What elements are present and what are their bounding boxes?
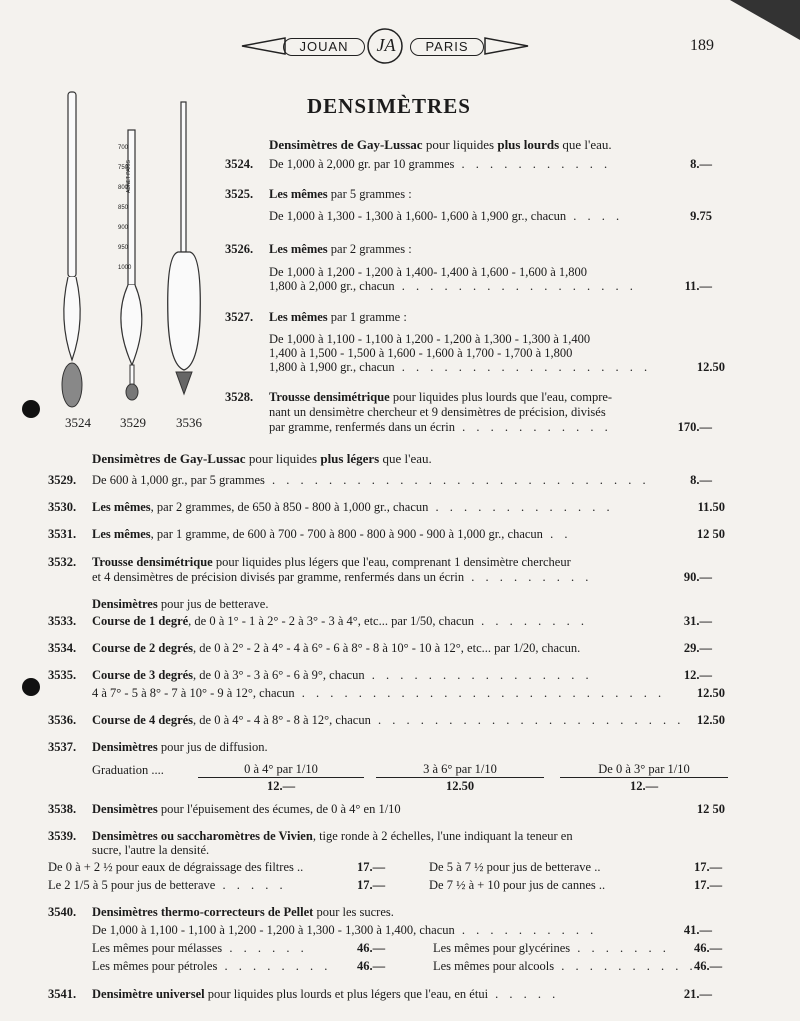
item-number: 3531. bbox=[48, 527, 77, 541]
variant-text: Les mêmes pour mélasses . . . . . . bbox=[92, 941, 308, 955]
item-text: 1,800 à 2,000 gr., chacun . . . . . . . . . . . . . . . . . bbox=[269, 279, 637, 293]
graduation-range: De 0 à 3° par 1/10 bbox=[560, 762, 728, 778]
item-number: 3529. bbox=[48, 473, 77, 487]
figure-label: 3524 bbox=[65, 415, 91, 430]
item-text: Course de 4 degrés, de 0 à 4° - 4 à 8° - 8 à 12°, chacun . . . . . . . . . . . . . . . . . . . . . . bbox=[92, 713, 685, 727]
item-heading: Les mêmes par 1 gramme : bbox=[269, 310, 407, 324]
item-text: Trousse densimétrique pour liquides plus légers que l'eau, comprenant 1 densimètre chercheur bbox=[92, 555, 571, 569]
item-text: nant un densimètre chercheur et 9 densimètres de précision, divisés bbox=[269, 405, 606, 419]
variant-text: Le 2 1/5 à 5 pour jus de betterave . . . . . bbox=[48, 878, 287, 892]
page-number: 189 bbox=[690, 37, 714, 54]
item-number: 3534. bbox=[48, 641, 77, 655]
item-text: Course de 1 degré, de 0 à 1° - 1 à 2° - 2 à 3° - 3 à 4°, etc... par 1/50, chacun . . . . . . . . bbox=[92, 614, 589, 628]
item-text: et 4 densimètres de précision divisés par gramme, renfermés dans un écrin . . . . . . . . . bbox=[92, 570, 593, 584]
item-text: sucre, l'autre la densité. bbox=[92, 843, 210, 857]
item-price: 41.— bbox=[683, 923, 712, 937]
variant-text: De 7 ½ à + 10 pour jus de cannes .. bbox=[429, 878, 606, 892]
item-number: 3533. bbox=[48, 614, 77, 628]
page-corner-fold bbox=[730, 0, 800, 40]
binder-hole bbox=[22, 678, 40, 696]
item-price: 11.— bbox=[684, 279, 712, 293]
item-price: 12.50 bbox=[696, 713, 725, 727]
variant-price: 46.— bbox=[694, 941, 723, 955]
item-text: Les mêmes, par 1 gramme, de 600 à 700 - 700 à 800 - 800 à 900 - 900 à 1,000 gr., chacun . . bbox=[92, 527, 572, 541]
item-price: 12 50 bbox=[696, 527, 725, 541]
graduation-price: 12.— bbox=[266, 779, 296, 793]
section-heading: Densimètres pour jus de betterave. bbox=[92, 597, 269, 611]
item-number: 3535. bbox=[48, 668, 77, 682]
item-text: De 1,000 à 1,200 - 1,200 à 1,400- 1,400 à 1,600 - 1,600 à 1,800 bbox=[269, 265, 588, 279]
variant-text: Les mêmes pour pétroles . . . . . . . . bbox=[92, 959, 332, 973]
item-number: 3530. bbox=[48, 500, 77, 514]
item-price: 11.50 bbox=[697, 500, 725, 514]
item-text: 4 à 7° - 5 à 8° - 7 à 10° - 9 à 12°, chacun . . . . . . . . . . . . . . . . . . . . . . . . . . bbox=[92, 686, 666, 700]
item-price: 12.50 bbox=[696, 360, 725, 374]
item-number: 3539. bbox=[48, 829, 77, 843]
item-text: 1,400 à 1,500 - 1,500 à 1,600 - 1,600 à 1,700 - 1,700 à 1,800 bbox=[269, 346, 573, 360]
item-heading: Les mêmes par 2 grammes : bbox=[269, 242, 412, 256]
item-number: 3527. bbox=[225, 310, 254, 324]
figure-label: 3536 bbox=[176, 415, 202, 430]
item-text: De 1,000 à 1,100 - 1,100 à 1,200 - 1,200 à 1,300 - 1,300 à 1,400, chacun . . . . . . . . . . bbox=[92, 923, 598, 937]
scale-labels: 700 750 800 850 900 950 1000 bbox=[118, 145, 132, 271]
item-heading: Les mêmes par 5 grammes : bbox=[269, 187, 412, 201]
graduation-price: 12.50 bbox=[445, 779, 475, 793]
item-text: Densimètre universel pour liquides plus lourds et plus légers que l'eau, en étui . . . . . bbox=[92, 987, 560, 1001]
item-price: 12.— bbox=[683, 668, 712, 682]
item-number: 3524. bbox=[225, 157, 254, 171]
item-number: 3528. bbox=[225, 390, 254, 404]
item-price: 12 50 bbox=[696, 802, 725, 816]
item-text: Densimètres ou saccharomètres de Vivien, tige ronde à 2 échelles, l'une indiquant la teneur en bbox=[92, 829, 573, 843]
item-price: 170.— bbox=[677, 420, 712, 434]
item-price: 8.— bbox=[690, 473, 712, 487]
item-price: 9.75 bbox=[690, 209, 712, 223]
variant-price: 17.— bbox=[357, 860, 386, 874]
item-text: Les mêmes, par 2 grammes, de 650 à 850 - 800 à 1,000 gr., chacun . . . . . . . . . . . . . bbox=[92, 500, 614, 514]
instrument-brand: ADNET PARIS bbox=[126, 160, 132, 193]
variant-price: 17.— bbox=[694, 878, 723, 892]
item-text: Course de 2 degrés, de 0 à 2° - 2 à 4° - 4 à 6° - 6 à 8° - 8 à 10° - 10 à 12°, etc... par 1/20, chacun. bbox=[92, 641, 581, 655]
monogram: JA bbox=[376, 35, 396, 55]
item-text: De 1,000 à 1,300 - 1,300 à 1,600- 1,600 à 1,900 gr., chacun . . . . bbox=[269, 209, 624, 223]
brand-right: PARIS bbox=[410, 38, 484, 56]
variant-price: 46.— bbox=[357, 959, 386, 973]
item-text: De 1,000 à 1,100 - 1,100 à 1,200 - 1,200 à 1,300 - 1,300 à 1,400 bbox=[269, 332, 591, 346]
graduation-label: Graduation .... bbox=[92, 763, 164, 777]
item-number: 3525. bbox=[225, 187, 254, 201]
item-text: par gramme, renfermés dans un écrin . . . . . . . . . . . bbox=[269, 420, 612, 434]
item-number: 3541. bbox=[48, 987, 77, 1001]
item-text: Densimètres pour jus de diffusion. bbox=[92, 740, 268, 754]
variant-text: De 0 à + 2 ½ pour eaux de dégraissage des filtres .. bbox=[48, 860, 304, 874]
graduation-range: 0 à 4° par 1/10 bbox=[198, 762, 364, 778]
graduation-range: 3 à 6° par 1/10 bbox=[376, 762, 544, 778]
item-text: Course de 3 degrés, de 0 à 3° - 3 à 6° - 6 à 9°, chacun . . . . . . . . . . . . . . . . bbox=[92, 668, 593, 682]
item-price: 31.— bbox=[683, 614, 712, 628]
item-price: 29.— bbox=[683, 641, 712, 655]
variant-text: De 5 à 7 ½ pour jus de betterave .. bbox=[429, 860, 601, 874]
variant-price: 46.— bbox=[357, 941, 386, 955]
variant-text: Les mêmes pour glycérines . . . . . . . bbox=[433, 941, 670, 955]
item-number: 3540. bbox=[48, 905, 77, 919]
section-heading: Densimètres de Gay-Lussac pour liquides plus légers que l'eau. bbox=[92, 451, 432, 466]
item-number: 3538. bbox=[48, 802, 77, 816]
item-number: 3526. bbox=[225, 242, 254, 256]
section-heading: Densimètres de Gay-Lussac pour liquides plus lourds que l'eau. bbox=[269, 137, 612, 152]
binder-hole bbox=[22, 400, 40, 418]
item-number: 3536. bbox=[48, 713, 77, 727]
item-price: 90.— bbox=[683, 570, 712, 584]
densimeter-illustration bbox=[50, 90, 220, 415]
item-heading: Trousse densimétrique pour liquides plus lourds que l'eau, compre- bbox=[269, 390, 613, 404]
figure-label: 3529 bbox=[120, 415, 146, 430]
variant-text: Les mêmes pour alcools . . . . . . . . . . bbox=[433, 959, 697, 973]
item-text: De 1,000 à 2,000 gr. par 10 grammes . . . . . . . . . . . bbox=[269, 157, 612, 171]
variant-price: 17.— bbox=[694, 860, 723, 874]
variant-price: 46.— bbox=[694, 959, 723, 973]
item-text: 1,800 à 1,900 gr., chacun . . . . . . . . . . . . . . . . . . bbox=[269, 360, 652, 374]
item-number: 3532. bbox=[48, 555, 77, 569]
item-price: 12.50 bbox=[696, 686, 725, 700]
page-title: DENSIMÈTRES bbox=[307, 94, 471, 118]
item-text: Densimètres pour l'épuisement des écumes, de 0 à 4° en 1/10 bbox=[92, 802, 401, 816]
item-text: Densimètres thermo-correcteurs de Pellet pour les sucres. bbox=[92, 905, 394, 919]
graduation-price: 12.— bbox=[629, 779, 659, 793]
item-number: 3537. bbox=[48, 740, 77, 754]
item-price: 8.— bbox=[690, 157, 712, 171]
brand-left: JOUAN bbox=[283, 38, 365, 56]
item-text: De 600 à 1,000 gr., par 5 grammes . . . . . . . . . . . . . . . . . . . . . . . . . . . bbox=[92, 473, 650, 487]
variant-price: 17.— bbox=[357, 878, 386, 892]
item-price: 21.— bbox=[683, 987, 712, 1001]
